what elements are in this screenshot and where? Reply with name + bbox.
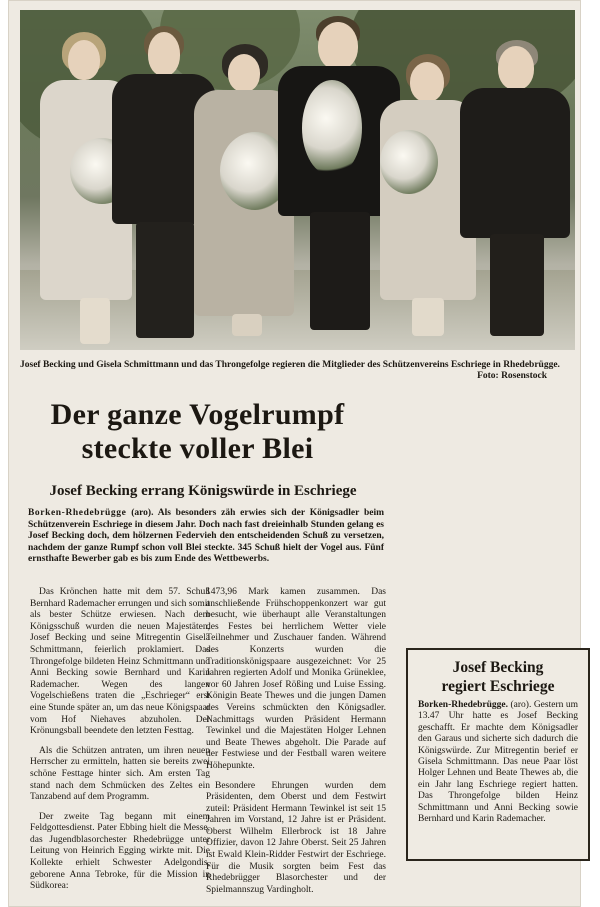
- group-photo: [20, 10, 575, 350]
- sidebar-title-line: Josef Becking: [452, 659, 544, 676]
- sidebar-title: [408, 658, 588, 696]
- photo-caption: [20, 360, 575, 381]
- sidebar-article: [406, 648, 590, 861]
- article-column-2: [206, 587, 386, 904]
- headline-line: Der ganze Vogelrumpf: [50, 398, 345, 431]
- lead-location: Borken-Rhedebrügge: [28, 508, 127, 518]
- bouquet: [380, 130, 438, 194]
- headline-line: steckte voller Blei: [81, 432, 314, 465]
- paragraph: Als die Schützen antraten, um ihren neuen Herrscher zu ermitteln, hatten sie bereits zwei schöne Festtage hinter sich. Am ersten Tag stand nach dem Schmücken des Zeltes ein Tanzabend auf dem Programm.: [30, 745, 210, 803]
- caption-text: Josef Becking und Gisela Schmittmann und das Throngefolge regieren die Mitglieder des Schützenvereins Eschriege in Rhedebrügge.: [20, 360, 560, 370]
- article-column-1: [30, 587, 210, 901]
- sidebar-body: [408, 696, 588, 825]
- sidebar-title-line: regiert Eschriege: [441, 678, 555, 695]
- sidebar-text: (aro). Gestern um 13.47 Uhr hatte es Josef Becking geschafft. Er machte dem Königsadler den Garaus und sicherte sich dadurch die Königswürde. Zur Mitregentin berief er Gisela Schmittmann. Das neue Paar löst Holger Lehnen und Beate Thewes ab, die ein Jahr lang Eschriege regiert hatten. Das Throngefolge bilden Heinz Schmittmann und Anni Becking sowie Bernhard und Karin Rademacher.: [418, 700, 578, 825]
- article-headline: [20, 398, 375, 466]
- bouquet: [302, 80, 362, 176]
- paragraph: 1473,96 Mark kamen zusammen. Das anschließende Frühschoppenkonzert war gut besucht, wie überhaupt alle Veranstaltungen des Festes bei herrlichem Wetter viele Teilnehmer und Zuschauer fanden. Während des Konzerts wurden die Traditionskönigspaare ausgezeichnet: Vor 25 Jahren regierten Adolf und Monika Grüneklee, vor 60 Jahren Josef Rößing und Luise Essing. Königin Beate Thewes und die jungen Damen des Vereins schmückten den Königsadler. Nachmittags wurden Präsident Hermann Tewinkel und die Majestäten Holger Lehnen und Beate Thewes abgeholt. Die Parade auf der Festwiese und der Festball waren weitere Höhepunkte.: [206, 587, 386, 771]
- paragraph: Das Krönchen hatte mit dem 57. Schuß Bernhard Rademacher errungen und sich somit als bester Schütze erwiesen. Nach dem Königsschuß wurden die neuen Majestäten, Josef Becking und seine Mitregentin Gisela Schmittmann, feierlich proklamiert. Das Throngefolge bildeten Heinz Schmittmann und Anni Becking sowie Bernhard und Karin Rademacher. Wegen des langen Vogelschießens traten die „Eschrieger“ erst eine Stunde später an, um das neue Königspaar vom Hof Niehaves abzuholen. Der Krönungsball beendete den letzten Festtag.: [30, 587, 210, 737]
- paragraph: Der zweite Tag begann mit einem Feldgottesdienst. Pater Ebbing hielt die Messe, das Jugendblasorchester Rhedebrügge unter Leitung von Heinrich Egging wirkte mit. Die Kollekte erhielt Schwester Adelgondis, geborene Anna Tebroke, für die Mission in Südkorea:: [30, 811, 210, 892]
- photo-credit: Foto: Rosenstock: [477, 371, 547, 381]
- sidebar-location: Borken-Rhedebrügge.: [418, 700, 508, 710]
- article-lead: [28, 508, 384, 566]
- lead-text: (aro). Als besonders zäh erwies sich der Königsadler beim Schützenverein Eschriege in diesem Jahr. Doch nach fast dreieinhalb Stunden gelang es Josef Becking doch, dem hölzernen Federvieh den entscheidenden Schuß zu versetzen, nachdem der ganze Rumpf schon voll Blei steckte. 345 Schuß hielt der Vogel aus. Fünf ernsthafte Bewerber gab es bis zum Ende des Wettbewerbs.: [28, 508, 384, 565]
- article-subheadline: Josef Becking errang Königswürde in Eschriege: [49, 483, 357, 499]
- paragraph: Besondere Ehrungen wurden dem Präsidenten, dem Oberst und dem Festwirt zuteil: Präsident Hermann Tewinkel ist seit 15 Jahren im Vorstand, 12 Jahre ist er Präsident. Oberst Wilhelm Ellerbrock ist 18 Jahre Offizier, davon 12 Jahre Oberst. Seit 25 Jahren ist Ewald Klein-Ridder Festwirt der Eschriege. Für die Musik sorgten beim Fest das Rhedebrügger Blasorchester und der Spielmannszug Vardingholt.: [206, 780, 386, 895]
